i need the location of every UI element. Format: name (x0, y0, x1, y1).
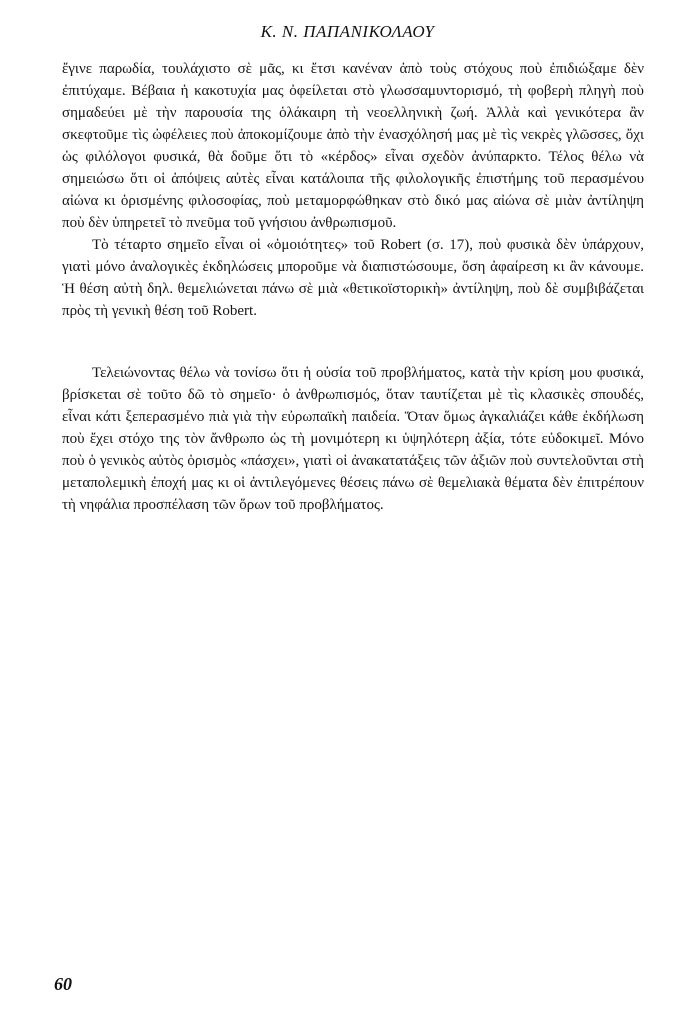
running-header: Κ. Ν. ΠΑΠΑΝΙΚΟΛΑΟΥ (260, 22, 435, 41)
paragraph-1: ἔγινε παρωδία, τουλάχιστο σὲ μᾶς, κι ἔτσι κανέναν ἀπὸ τοὺς στόχους ποὺ ἐπιδιώξαμε δὲν ἐπιτύχαμε. Βέβαια ἡ κακοτυχία μας ὀφείλεται στὸ γλωσσαμυντορισμό, τὴ φοβερὴ πληγὴ ποὺ σημαδεύει μὲ τὴν παρουσία της ὁλάκαιρη τὴ νεοελληνικὴ ζωή. Ἀλλὰ καὶ γενικότερα ἂν σκεφτοῦμε τὶς ὠφέλειες ποὺ ἀποκομίζουμε ἀπὸ τὴν ἐνασχόλησή μας μὲ τὶς νεκρὲς γλῶσσες, ὄχι ὡς φιλόλογοι φυσικά, θὰ δοῦμε ὅτι τὸ «κέρδος» εἶναι σχεδὸν ἀνύπαρκτο. Τέλος θέλω νὰ σημειώσω ὅτι οἱ ἀπόψεις αὐτὲς εἶναι κατάλοιπα τῆς φιλολογικῆς ἐπιστήμης τοῦ περασμένου αἰώνα κι ὁρισμένης φιλοσοφίας, ποὺ μεταμορφώθηκαν στὸ δικό μας αἰώνα σὲ μιὰν ἀντίληψη ποὺ δὲν ὑπηρετεῖ τὸ πνεῦμα τοῦ γνήσιου ἀνθρωπισμοῦ. (62, 61, 644, 231)
page-number: 60 (54, 974, 72, 994)
paragraph-3: Τελειώνοντας θέλω νὰ τονίσω ὅτι ἡ οὐσία τοῦ προβλήματος, κατὰ τὴν κρίση μου φυσικά, βρίσκεται σὲ τοῦτο δῶ τὸ σημεῖο· ὁ ἀνθρωπισμός, ὅταν ταυτίζεται μὲ τὶς κλασικὲς σπουδές, εἶναι κάτι ξεπερασμένο πιὰ γιὰ τὴν εὐρωπαϊκὴ παιδεία. Ὅταν ὅμως ἀγκαλιάζει κάθε ἐκδήλωση ποὺ ἔχει στόχο της τὸν ἄνθρωπο ὡς τὴ μονιμότερη κι ὑψηλότερη ἀξία, τότε εὐδοκιμεῖ. Μόνο ποὺ ὁ γενικὸς αὐτὸς ὁρισμὸς «πάσχει», γιατὶ οἱ ἀνακατατάξεις τῶν ἀξιῶν ποὺ συντελοῦνται στὴ μεταπολεμικὴ ἐποχή μας κι οἱ ἀντιλεγόμενες θέσεις πάνω σὲ θεμελιακὰ θέματα δὲν ἐπιτρέπουν τὴ νηφάλια προσπέλαση τῶν ὅρων τοῦ προβλήματος. (62, 365, 644, 513)
section-break (62, 322, 644, 362)
paragraph-2: Τὸ τέταρτο σημεῖο εἶναι οἱ «ὁμοιότητες» τοῦ Robert (σ. 17), ποὺ φυσικὰ δὲν ὑπάρχουν, γιατὶ μόνο ἀναλογικὲς ἐκδηλώσεις μποροῦμε νὰ διαπιστώσουμε, ὅση ἀφαίρεση κι ἂν κάνουμε. Ἡ θέση αὐτὴ δηλ. θεμελιώνεται πάνω σὲ μιὰ «θετικοϊστορικὴ» ἀντίληψη, ποὺ δὲ συμβιβάζεται πρὸς τὴ γενικὴ θέση τοῦ Robert. (62, 237, 644, 319)
body-text (62, 58, 644, 516)
